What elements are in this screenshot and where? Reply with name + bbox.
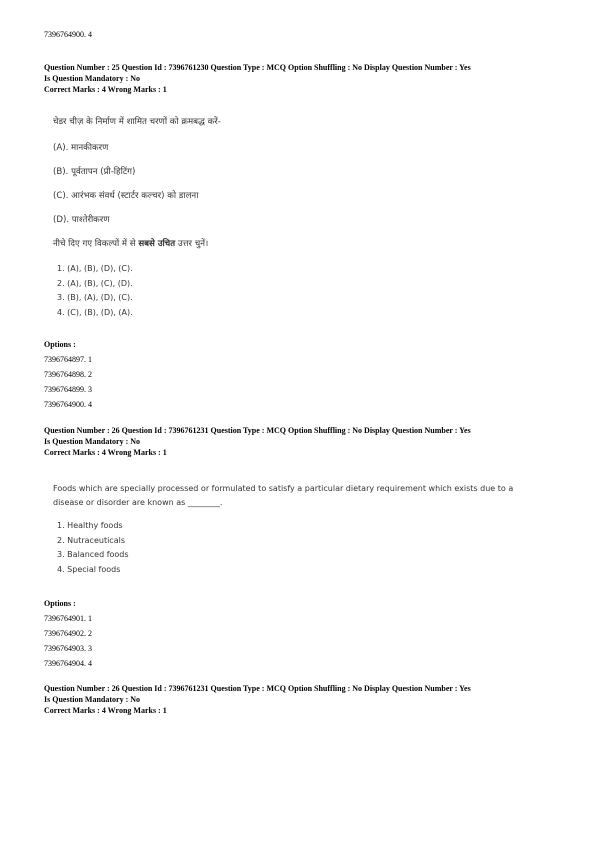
question-26-repeat-meta — [44, 683, 559, 716]
question-25-choices — [57, 262, 133, 320]
question-26-header: Question Number : 26 Question Id : 7396761231 Question Type : MCQ Option Shuffling : No Display Question Number : Yes — [44, 426, 471, 435]
choice: 3. (B), (A), (D), (C). — [57, 293, 133, 302]
option-id: 7396764897. 1 — [44, 355, 92, 364]
option-id: 7396764899. 3 — [44, 385, 92, 394]
choice: 2. Nutraceuticals — [57, 535, 125, 545]
question-25-instruction: नीचे दिए गए विकल्पों में से सबसे उचित उत्तर चुनें। — [53, 239, 209, 249]
question-25-stem: चेडर चीज़ के निर्माण में शामित चरणों को क्रमबद्ध करें- — [53, 117, 221, 127]
question-25-meta — [44, 62, 559, 95]
choice: 2. (A), (B), (C), (D). — [57, 278, 133, 288]
question-25-item-b: (B). पूर्वतापन (प्री-हिटिंग) — [53, 167, 136, 177]
question-26-repeat-header: Question Number : 26 Question Id : 7396761231 Question Type : MCQ Option Shuffling : No Display Question Number : Yes — [44, 684, 471, 693]
question-25-item-d: (D). पाश्तेरीकरण — [53, 215, 110, 225]
previous-option-id: 7396764900. 4 — [44, 30, 92, 39]
option-id: 7396764903. 3 — [44, 644, 92, 653]
choice: 4. (C), (B), (D), (A). — [57, 307, 133, 317]
question-26-mandatory: Is Question Mandatory : No — [44, 437, 141, 446]
question-26-meta — [44, 425, 559, 458]
question-26-repeat-mandatory: Is Question Mandatory : No — [44, 695, 141, 704]
question-26-options — [44, 596, 92, 671]
option-id: 7396764900. 4 — [44, 400, 92, 409]
question-25-mandatory: Is Question Mandatory : No — [44, 74, 141, 83]
choice: 4. Special foods — [57, 564, 121, 574]
question-25-item-c: (C). आरंभक संवर्ध (स्टार्टर कल्चर) को डालना — [53, 191, 199, 201]
emphasis: सबसे उचित — [138, 239, 176, 249]
question-26-repeat-marks: Correct Marks : 4 Wrong Marks : 1 — [44, 706, 167, 715]
choice: 1. Healthy foods — [57, 521, 123, 530]
question-25-header: Question Number : 25 Question Id : 7396761230 Question Type : MCQ Option Shuffling : No Display Question Number : Yes — [44, 63, 471, 72]
question-26-choices — [57, 519, 129, 577]
question-25-options — [44, 337, 92, 412]
option-id: 7396764904. 4 — [44, 659, 92, 668]
question-26-stem: Foods which are specially processed or formulated to satisfy a particular dietary requirement which exists due to a disease or disorder are known as ________. — [53, 484, 514, 507]
options-label: Options : — [44, 340, 76, 349]
question-25-marks: Correct Marks : 4 Wrong Marks : 1 — [44, 85, 167, 94]
question-26-marks: Correct Marks : 4 Wrong Marks : 1 — [44, 448, 167, 457]
choice: 3. Balanced foods — [57, 550, 129, 559]
option-id: 7396764901. 1 — [44, 614, 92, 623]
option-id: 7396764902. 2 — [44, 629, 92, 638]
options-label: Options : — [44, 599, 76, 608]
choice: 1. (A), (B), (D), (C). — [57, 264, 133, 273]
option-id: 7396764898. 2 — [44, 370, 92, 379]
question-25-item-a: (A). मानकीकरण — [53, 143, 109, 153]
